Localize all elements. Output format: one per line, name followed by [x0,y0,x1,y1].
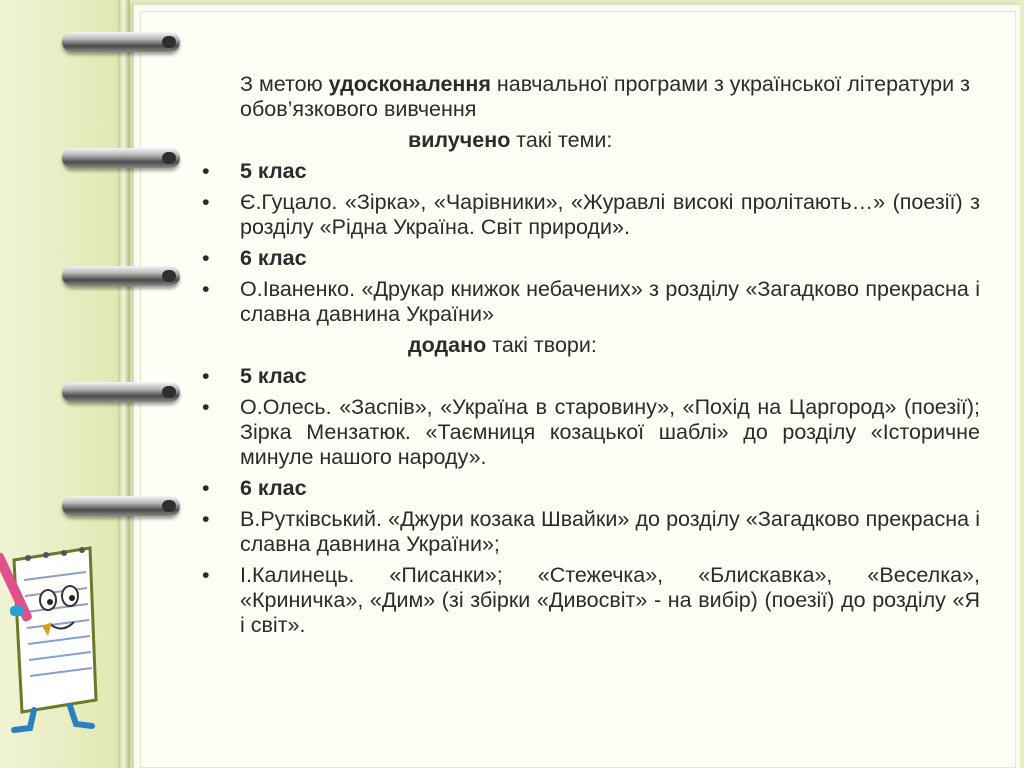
binder-ring-icon [62,32,180,52]
bullet-icon: • [202,395,210,419]
item-text: О.Олесь. «Заспів», «Україна в старовину», «Похід на Царгород» (поезії); Зірка Мензатюк. «Таємниця козацької шаблі» до розділу «Історичне минуле нашого народу». [240,395,980,469]
bullet-icon: • [202,364,210,388]
item-text: І.Калинець. «Писанки»; «Стежечка», «Блискавка», «Веселка», «Криничка», «Дим» (зі збірки «Дивосвіт» - на вибір) (поезії) до розділу «Я і світ». [240,563,980,637]
item-text: В.Рутківський. «Джури козака Швайки» до розділу «Загадково прекрасна і славна давнина України»; [240,507,980,556]
removed-heading [198,128,980,153]
bullet-icon: • [202,563,210,587]
list-item [198,364,980,389]
added-heading-bold: додано [408,333,487,357]
list-item [198,563,980,638]
removed-heading-bold: вилучено [408,128,511,152]
list-item [198,159,980,184]
grade-label: 6 клас [240,476,307,500]
removed-heading-rest: такі теми: [510,128,613,152]
item-text: Є.Гуцало. «Зірка», «Чарівники», «Журавлі високі пролітають…» (поезії) з розділу «Рідна Україна. Світ природи». [240,190,980,239]
item-text: О.Іваненко. «Друкар книжок небачених» з розділу «Загадково прекрасна і славна давнина України» [240,277,980,326]
list-item [198,476,980,501]
bullet-icon: • [202,246,210,270]
binder-ring-icon [62,382,180,402]
added-heading [198,333,980,358]
binder-ring-icon [62,148,180,168]
binder-ring-icon [62,266,180,286]
grade-label: 5 клас [240,159,307,183]
list-item [198,246,980,271]
grade-label: 6 клас [240,246,307,270]
bullet-icon: • [202,190,210,214]
bullet-icon: • [202,159,210,183]
intro-paragraph [198,72,980,122]
bullet-icon: • [202,507,210,531]
intro-text-start: З метою [240,72,329,96]
bullet-icon: • [202,277,210,301]
grade-label: 5 клас [240,364,307,388]
intro-text-end: навчальної програми з української літератури з обов’язкового вивчення [240,72,970,121]
added-heading-rest: такі твори: [486,333,597,357]
list-item [198,190,980,240]
slide-content [198,72,980,644]
intro-bold-word: удосконалення [328,72,491,96]
list-item [198,277,980,327]
list-item [198,395,980,470]
notepad-mascot-icon [0,540,110,740]
bullet-icon: • [202,476,210,500]
binder-ring-icon [62,496,180,516]
list-item [198,507,980,557]
